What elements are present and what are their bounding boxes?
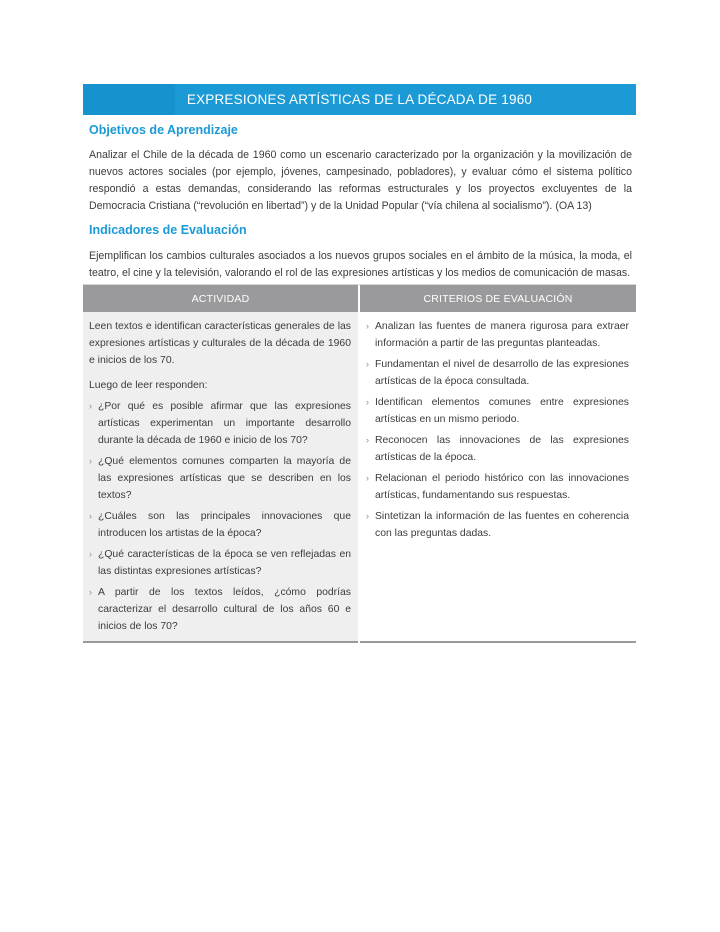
chevron-right-icon: › bbox=[366, 473, 369, 483]
chevron-right-icon: › bbox=[89, 587, 92, 597]
question-text: ¿Por qué es posible afirmar que las expresiones artísticas experimentan un importante desarrollo durante la década de 1960 e inicio de los 70? bbox=[98, 401, 351, 446]
objetivos-heading: Objetivos de Aprendizaje bbox=[89, 123, 238, 137]
title-banner bbox=[83, 84, 636, 115]
activity-table bbox=[83, 285, 636, 643]
list-item bbox=[366, 432, 629, 466]
question-text: A partir de los textos leídos, ¿cómo podrías caracterizar el desarrollo cultural de los años 60 e inicios de los 70? bbox=[98, 587, 351, 632]
document-page bbox=[83, 84, 636, 643]
list-item bbox=[366, 470, 629, 504]
criteria-list bbox=[366, 318, 629, 542]
chevron-right-icon: › bbox=[89, 401, 92, 411]
criterion-text: Fundamentan el nivel de desarrollo de las expresiones artísticas de la época consultada. bbox=[375, 359, 629, 387]
criterion-text: Analizan las fuentes de manera rigurosa para extraer información a partir de las preguntas planteadas. bbox=[375, 321, 629, 349]
list-item bbox=[89, 453, 351, 504]
page-title: EXPRESIONES ARTÍSTICAS DE LA DÉCADA DE 1960 bbox=[186, 92, 533, 107]
chevron-right-icon: › bbox=[89, 549, 92, 559]
question-text: ¿Qué características de la época se ven reflejadas en las distintas expresiones artísticas? bbox=[98, 549, 351, 577]
question-text: ¿Qué elementos comunes comparten la mayoría de las expresiones artísticas que se describen en los textos? bbox=[98, 456, 351, 501]
indicadores-heading: Indicadores de Evaluación bbox=[89, 223, 247, 237]
criterios-cell bbox=[359, 312, 636, 642]
chevron-right-icon: › bbox=[89, 456, 92, 466]
question-text: ¿Cuáles son las principales innovaciones que introducen los artistas de la época? bbox=[98, 511, 351, 539]
chevron-right-icon: › bbox=[366, 397, 369, 407]
list-item bbox=[89, 508, 351, 542]
chevron-right-icon: › bbox=[89, 511, 92, 521]
actividad-lead: Luego de leer responden: bbox=[89, 380, 208, 391]
list-item bbox=[89, 584, 351, 635]
actividad-cell bbox=[83, 312, 359, 642]
chevron-right-icon: › bbox=[366, 359, 369, 369]
list-item bbox=[89, 546, 351, 580]
list-item bbox=[366, 318, 629, 352]
list-item bbox=[366, 394, 629, 428]
criterion-text: Relacionan el periodo histórico con las innovaciones artísticas, fundamentando sus respuestas. bbox=[375, 473, 629, 501]
question-list bbox=[89, 398, 351, 635]
criterion-text: Reconocen las innovaciones de las expresiones artísticas de la época. bbox=[375, 435, 629, 463]
column-header-criterios: CRITERIOS DE EVALUACIÓN bbox=[359, 285, 636, 312]
chevron-right-icon: › bbox=[366, 511, 369, 521]
column-header-actividad: ACTIVIDAD bbox=[83, 285, 359, 312]
banner-shade bbox=[83, 84, 175, 115]
criterion-text: Identifican elementos comunes entre expresiones artísticas en un mismo periodo. bbox=[375, 397, 629, 425]
list-item bbox=[366, 356, 629, 390]
objetivos-text: Analizar el Chile de la década de 1960 como un escenario caracterizado por la organización y la movilización de nuevos actores sociales (por ejemplo, jóvenes, campesinado, pobladores), y evaluar cómo el sistema político respondió a estas demandas, considerando las reformas estructurales y los proyectos excluyentes de la Democracia Cristiana (“revolución en libertad”) y de la Unidad Popular (“vía chilena al socialismo”). (OA 13) bbox=[89, 149, 632, 212]
list-item bbox=[366, 508, 629, 542]
chevron-right-icon: › bbox=[366, 435, 369, 445]
criterion-text: Sintetizan la información de las fuentes en coherencia con las preguntas dadas. bbox=[375, 511, 629, 539]
actividad-intro: Leen textos e identifican características generales de las expresiones artísticas y culturales de la década de 1960 e inicios de los 70. bbox=[89, 321, 351, 366]
table-row bbox=[83, 312, 636, 642]
chevron-right-icon: › bbox=[366, 321, 369, 331]
list-item bbox=[89, 398, 351, 449]
indicadores-text: Ejemplifican los cambios culturales asociados a los nuevos grupos sociales en el ámbito de la música, la moda, el teatro, el cine y la televisión, valorando el rol de las expresiones artísticas y los medios de comunicación de masas. bbox=[89, 250, 632, 279]
